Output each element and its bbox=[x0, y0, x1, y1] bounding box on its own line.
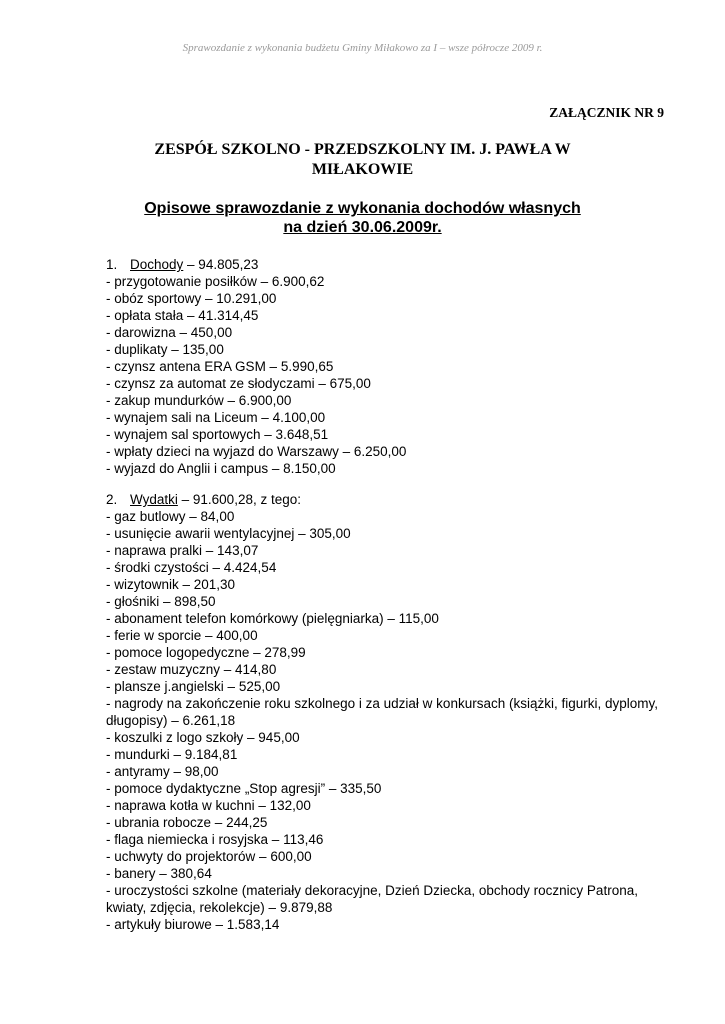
income-item: - przygotowanie posiłków – 6.900,62 bbox=[106, 274, 325, 289]
expense-item: - ferie w sporcie – 400,00 bbox=[106, 628, 258, 643]
expense-item: - uroczystości szkolne (materiały dekoracyjne, Dzień Dziecka, obchody rocznicy Patrona, kwiaty, zdjęcia, rekolekcje) – 9.879,88 bbox=[106, 883, 638, 915]
expense-item: - środki czystości – 4.424,54 bbox=[106, 560, 277, 575]
annex-label: ZAŁĄCZNIK NR 9 bbox=[549, 105, 664, 120]
income-section bbox=[106, 256, 666, 477]
income-item: - wynajem sali na Liceum – 4.100,00 bbox=[106, 410, 326, 425]
income-item: - wyjazd do Anglii i campus – 8.150,00 bbox=[106, 461, 336, 476]
expense-item: - koszulki z logo szkoły – 945,00 bbox=[106, 730, 300, 745]
expense-item: - naprawa kotła w kuchni – 132,00 bbox=[106, 798, 311, 813]
organization-name: ZESPÓŁ SZKOLNO - PRZEDSZKOLNY IM. J. PAWŁA W MIŁAKOWIE bbox=[154, 141, 571, 178]
income-heading bbox=[106, 256, 666, 273]
expense-item: - banery – 380,64 bbox=[106, 866, 212, 881]
expense-item: - głośniki – 898,50 bbox=[106, 594, 216, 609]
expense-item: - uchwyty do projektorów – 600,00 bbox=[106, 849, 312, 864]
income-item: - darowizna – 450,00 bbox=[106, 325, 233, 340]
report-title-line-1: Opisowe sprawozdanie z wykonania dochodów własnych bbox=[144, 200, 581, 217]
expenses-total: – 91.600,28, z tego: bbox=[177, 492, 301, 507]
expense-item: - pomoce logopedyczne – 278,99 bbox=[106, 645, 306, 660]
income-item: - zakup mundurków – 6.900,00 bbox=[106, 393, 292, 408]
expense-item: - ubrania robocze – 244,25 bbox=[106, 815, 268, 830]
expense-item: - usunięcie awarii wentylacyjnej – 305,00 bbox=[106, 526, 351, 541]
expense-item: - flaga niemiecka i rosyjska – 113,46 bbox=[106, 832, 324, 847]
income-number: 1. bbox=[106, 257, 118, 272]
income-item: - duplikaty – 135,00 bbox=[106, 342, 224, 357]
expense-item: - nagrody na zakończenie roku szkolnego i za udział w konkursach (książki, figurki, dyplomy, długopisy) – 6.261,18 bbox=[106, 696, 659, 728]
report-title bbox=[100, 199, 625, 237]
expense-item: - pomoce dydaktyczne „Stop agresji” – 335,50 bbox=[106, 781, 382, 796]
expense-item: - artykuły biurowe – 1.583,14 bbox=[106, 917, 280, 932]
expense-item: - abonament telefon komórkowy (pielęgniarka) – 115,00 bbox=[106, 611, 439, 626]
expenses-heading bbox=[106, 491, 666, 508]
expenses-number: 2. bbox=[106, 492, 118, 507]
expense-item: - gaz butlowy – 84,00 bbox=[106, 509, 235, 524]
income-label: Dochody bbox=[130, 257, 184, 272]
expense-item: - plansze j.angielski – 525,00 bbox=[106, 679, 281, 694]
income-item: - obóz sportowy – 10.291,00 bbox=[106, 291, 277, 306]
expense-item: - zestaw muzyczny – 414,80 bbox=[106, 662, 277, 677]
income-item: - opłata stała – 41.314,45 bbox=[106, 308, 259, 323]
expenses-label: Wydatki bbox=[130, 492, 178, 507]
income-item: - wpłaty dzieci na wyjazd do Warszawy – 6.250,00 bbox=[106, 444, 407, 459]
income-total: – 94.805,23 bbox=[183, 257, 259, 272]
expense-item: - naprawa pralki – 143,07 bbox=[106, 543, 259, 558]
expense-item: - mundurki – 9.184,81 bbox=[106, 747, 238, 762]
report-title-line-2: na dzień 30.06.2009r. bbox=[283, 219, 442, 236]
running-header: Sprawozdanie z wykonania budżetu Gminy Miłakowo za I – wsze półrocze 2009 r. bbox=[182, 42, 543, 54]
expense-item: - antyramy – 98,00 bbox=[106, 764, 219, 779]
income-item: - czynsz za automat ze słodyczami – 675,00 bbox=[106, 376, 371, 391]
income-item: - czynsz antena ERA GSM – 5.990,65 bbox=[106, 359, 334, 374]
income-item: - wynajem sal sportowych – 3.648,51 bbox=[106, 427, 329, 442]
expenses-section bbox=[106, 491, 666, 933]
expense-item: - wizytownik – 201,30 bbox=[106, 577, 236, 592]
